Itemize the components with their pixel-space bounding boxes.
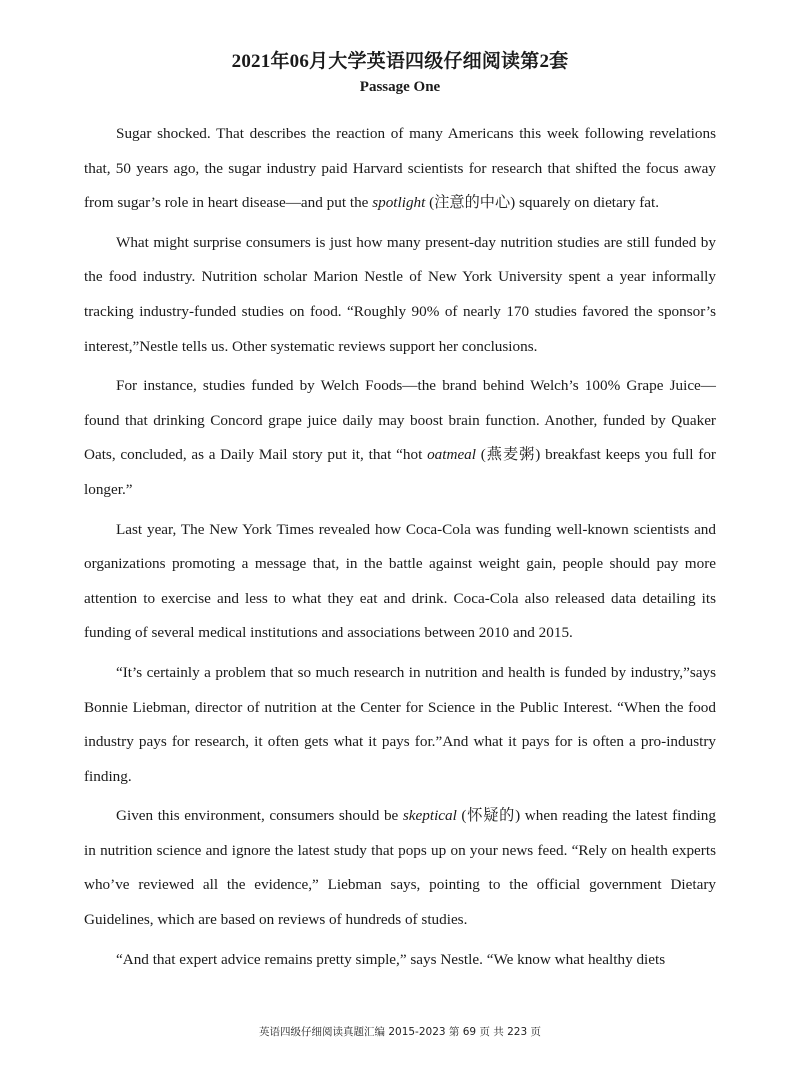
paragraph-6-text-a: Given this environment, consumers should be: [116, 807, 403, 825]
paragraph-3-text-b: (燕麦粥) breakfast keeps you full for longer.”: [84, 446, 716, 498]
passage-body: [84, 117, 716, 977]
paragraph-2: What might surprise consumers is just how many present-day nutrition studies are still funded by the food industry. Nutrition scholar Marion Nestle of New York University spent a year informally tracking industry-funded studies on food. “Roughly 90% of nearly 170 studies favored the sponsor’s interest,”Nestle tells us. Other systematic reviews support her conclusions.: [84, 233, 716, 355]
paragraph-7: “And that expert advice remains pretty simple,” says Nestle. “We know what healthy diets: [116, 950, 666, 968]
paragraph-6-text-b: (怀疑的) when reading the latest finding in nutrition science and ignore the latest study that pops up on your news feed. “Rely on health experts who’ve reviewed all the evidence,” Liebman says, pointing to the official government Dietary Guidelines, which are based on reviews of hundreds of studies.: [84, 807, 716, 929]
paragraph-1-text-b: (注意的中心) squarely on dietary fat.: [425, 194, 660, 212]
paragraph-3: [84, 369, 716, 507]
glossed-term-skeptical: skeptical: [402, 807, 457, 825]
paragraph-4: Last year, The New York Times revealed how Coca-Cola was funding well-known scientists and organizations promoting a message that, in the battle against weight gain, people should pay more attention to exercise and less to what they eat and drink. Coca-Cola also released data detailing its funding of several medical institutions and associations between 2010 and 2015.: [84, 520, 716, 642]
paragraph-1: [84, 117, 716, 221]
paragraph-3-text-a: For instance, studies funded by Welch Foods—the brand behind Welch’s 100% Grape Juice—found that drinking Concord grape juice daily may boost brain function. Another, funded by Quaker Oats, concluded, as a Daily Mail story put it, that “hot: [84, 377, 716, 464]
page-footer: 英语四级仔细阅读真题汇编 2015-2023 第 69 页 共 223 页: [259, 1026, 541, 1038]
glossed-term-spotlight: spotlight: [372, 194, 426, 212]
paragraph-5: “It’s certainly a problem that so much research in nutrition and health is funded by industry,”says Bonnie Liebman, director of nutrition at the Center for Science in the Public Interest. “When the food industry pays for research, it often gets what it pays for.”And what it pays for is often a pro-industry finding.: [84, 663, 716, 785]
glossed-term-oatmeal: oatmeal: [427, 446, 476, 464]
document-title: 2021年06月大学英语四级仔细阅读第2套: [231, 51, 569, 72]
paragraph-6: [84, 799, 716, 937]
passage-heading: Passage One: [359, 79, 441, 95]
paragraph-1-text-a: Sugar shocked. That describes the reaction of many Americans this week following revelations that, 50 years ago, the sugar industry paid Harvard scientists for research that shifted the focus away from sugar’s role in heart disease—and put the: [84, 125, 716, 212]
